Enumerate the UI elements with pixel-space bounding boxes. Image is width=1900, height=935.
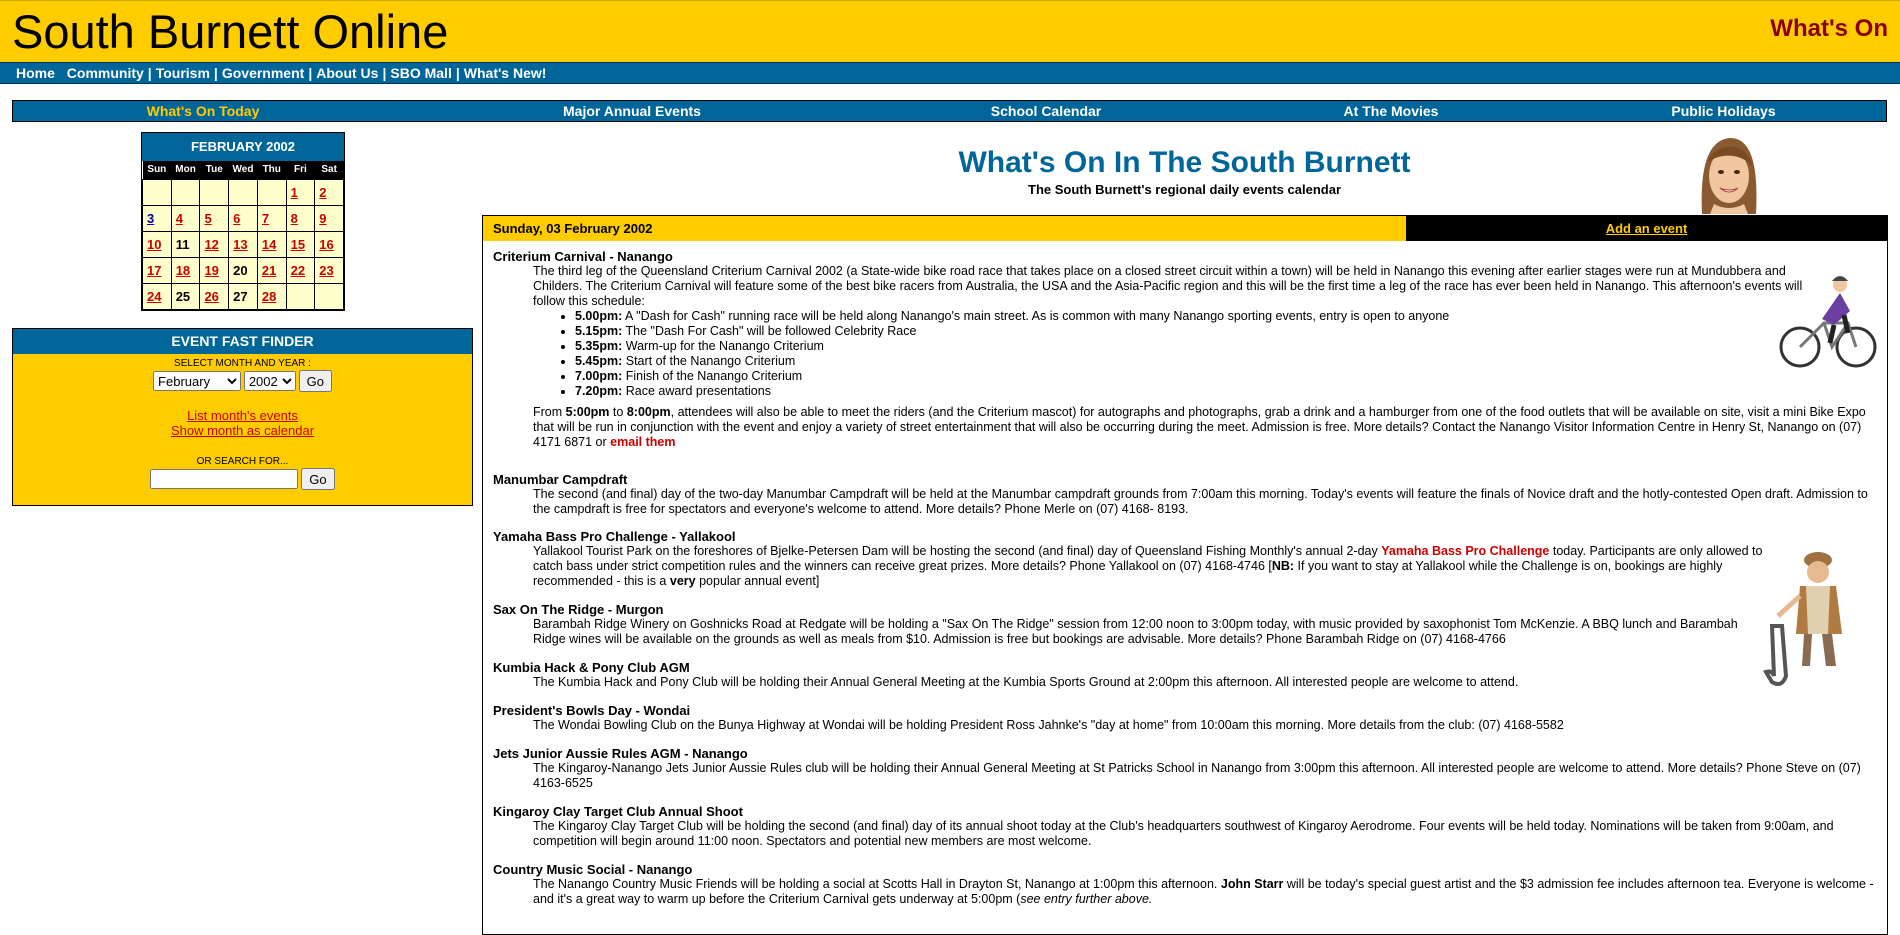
calendar-day-cell	[257, 179, 286, 205]
event-description: The third leg of the Queensland Criterium Carnival 2002 (a State-wide bike road race that takes place on a closed street circuit within a town) will be held in Nanango this evening after earlier stages were run at Mundubbera and Childers. The Criterium Carnival will feature some of the best bike racers from Australia, the USA and the Asia-Pacific region and this will be the first time a leg of the race has ever been held in Nanango. This afternoon's events will follow this schedule:	[533, 264, 1803, 308]
text-fragment: to	[612, 405, 624, 419]
calendar-day-link[interactable]: 23	[319, 262, 334, 278]
event-title: Country Music Social - Nanango	[493, 862, 693, 877]
calendar-day-link[interactable]: 13	[233, 236, 248, 252]
schedule-time: 7.20pm:	[575, 384, 623, 398]
nav-separator: |	[382, 65, 387, 81]
see-above-note: see entry further above.	[1020, 892, 1153, 906]
calendar-day-link[interactable]: 17	[147, 262, 162, 278]
event-title: President's Bowls Day - Wondai	[493, 703, 691, 718]
calendar-day-cell	[171, 231, 200, 257]
calendar-day-cell	[229, 205, 258, 231]
nav-about-us[interactable]: About Us	[316, 65, 379, 81]
event-description: Barambah Ridge Winery on Goshnicks Road at Redgate will be holding a "Sax On The Ridge" session from 12:00 noon to 3:00pm today, with music provided by saxophonist Tom McKenzie. A BBQ lunch and Barambah Ridge wines will be available on the grounds as well as meals from $10. Admission is free but bookings are advisable. More details? Phone Barambah Ridge on (07) 4168-4766	[533, 617, 1738, 646]
section-title: What's On	[1770, 15, 1888, 42]
calendar-day-cell	[143, 205, 172, 231]
calendar-day-link[interactable]: 5	[204, 210, 212, 226]
calendar-day-cell	[257, 205, 286, 231]
events-listing	[482, 215, 1888, 935]
event-title: Yamaha Bass Pro Challenge - Yallakool	[493, 529, 736, 544]
calendar-day-link[interactable]: 18	[175, 262, 191, 278]
calendar-day-link[interactable]: 9	[319, 210, 327, 226]
search-label: OR SEARCH FOR...	[196, 456, 289, 467]
schedule-text: A "Dash for Cash" running race will be held along Nanango's main street. As is common with many Nanango sporting events, entry is open to anyone	[625, 309, 1450, 323]
event-description: The Kumbia Hack and Pony Club will be holding their Annual General Meeting at the Kumbia Sports Ground at 2:00pm this afternoon. All interested people are welcome to attend.	[533, 675, 1519, 689]
calendar-day-cell	[200, 257, 229, 283]
calendar-day-cell	[200, 205, 229, 231]
event-search-input[interactable]	[150, 469, 298, 489]
event-clay-target	[493, 804, 1878, 849]
calendar-day-cell	[315, 231, 344, 257]
tab-school-calendar[interactable]: School Calendar	[990, 103, 1102, 119]
calendar-day-link[interactable]: 14	[261, 236, 277, 252]
calendar-day-link[interactable]: 28	[261, 288, 277, 304]
event-description	[533, 877, 1878, 907]
calendar-day-cell	[171, 179, 200, 205]
nav-separator: |	[147, 65, 152, 81]
calendar-day-cell	[143, 257, 172, 283]
calendar-title: FEBRUARY 2002	[142, 133, 344, 161]
schedule-item	[575, 354, 1828, 369]
event-manumbar	[493, 472, 1878, 517]
calendar-day-link[interactable]: 1	[290, 184, 298, 200]
nav-community[interactable]: Community	[66, 65, 144, 81]
schedule-text: Start of the Nanango Criterium	[625, 354, 796, 368]
month-select[interactable]	[153, 371, 241, 391]
calendar-day-cell	[171, 283, 200, 309]
calendar-day: 11	[175, 236, 190, 252]
tab-at-the-movies[interactable]: At The Movies	[1343, 103, 1439, 119]
schedule-item	[575, 324, 1828, 339]
text-fragment: If you want to stay at Yallakool while the Challenge is on, bookings are highly recommended - this is a	[533, 559, 1723, 588]
nav-home[interactable]: Home	[16, 65, 55, 81]
event-kumbia	[493, 660, 1878, 690]
event-title: Kumbia Hack & Pony Club AGM	[493, 660, 690, 675]
calendar-day-link[interactable]: 15	[290, 236, 306, 252]
nav-sbo-mall[interactable]: SBO Mall	[390, 65, 452, 81]
calendar-day-link[interactable]: 21	[261, 262, 277, 278]
schedule-item	[575, 339, 1828, 354]
event-title: Criterium Carnival - Nanango	[493, 249, 673, 264]
schedule-time: 5.35pm:	[575, 339, 623, 353]
page-title: What's On In The South Burnett	[958, 146, 1411, 179]
schedule-list	[533, 309, 1828, 399]
text-fragment: popular annual event]	[699, 574, 820, 588]
calendar-day-cell	[143, 283, 172, 309]
weekday-header: Tue	[200, 161, 229, 179]
calendar-day: 20	[233, 262, 248, 278]
calendar-day-cell	[171, 205, 200, 231]
calendar-day-link[interactable]: 7	[261, 210, 270, 226]
event-fast-finder	[12, 328, 473, 506]
nav-separator: |	[308, 65, 313, 81]
calendar-day-cell	[257, 257, 286, 283]
weekday-header: Sat	[315, 161, 344, 179]
calendar-day-cell	[171, 257, 200, 283]
main-heading	[482, 146, 1887, 198]
calendar-day-cell	[315, 205, 344, 231]
schedule-text: Race award presentations	[625, 384, 771, 398]
month-calendar	[141, 132, 345, 311]
schedule-time: 5.15pm:	[575, 324, 623, 338]
nav-separator: |	[455, 65, 460, 81]
time-label: 8:00pm	[626, 405, 671, 419]
nav-government[interactable]: Government	[221, 65, 305, 81]
event-sax	[493, 602, 1755, 647]
email-them-link[interactable]: email them	[610, 435, 676, 449]
event-title: Sax On The Ridge - Murgon	[493, 602, 664, 617]
calendar-day-cell	[200, 231, 229, 257]
calendar-day-cell	[257, 231, 286, 257]
event-title: Kingaroy Clay Target Club Annual Shoot	[493, 804, 743, 819]
whats-on-subnav	[12, 100, 1887, 122]
schedule-time: 5.00pm:	[575, 309, 623, 323]
calendar-day-cell	[143, 179, 172, 205]
calendar-day-cell	[286, 283, 315, 309]
calendar-day-cell	[286, 205, 315, 231]
calendar-day-cell	[315, 257, 344, 283]
weekday-header: Sun	[143, 161, 172, 179]
weekday-header: Mon	[171, 161, 200, 179]
event-description	[533, 405, 1878, 450]
tab-major-annual-events[interactable]: Major Annual Events	[563, 103, 701, 119]
tab-whats-on-today[interactable]: What's On Today	[146, 103, 260, 119]
page-subtitle: The South Burnett's regional daily events calendar	[1028, 182, 1341, 197]
schedule-time: 7.00pm:	[575, 369, 623, 383]
schedule-time: 5.45pm:	[575, 354, 623, 368]
calendar-grid	[142, 161, 344, 310]
calendar-day-cell	[286, 257, 315, 283]
emphasis: very	[669, 574, 696, 588]
text-fragment: Yallakool Tourist Park on the foreshores of Bjelke-Petersen Dam will be hosting the second (and final) day of Queensland Fishing Monthly's annual 2-day	[533, 544, 1378, 558]
event-title: Manumbar Campdraft	[493, 472, 628, 487]
event-criterium	[493, 249, 1878, 450]
text-fragment: , attendees will also be able to meet the riders (and the Criterium mascot) for autographs and photographs, grab a drink and a hamburger from one of the food outlets that will be available on site, visit a mini Bike Expo that will be run in conjunction with the event and enjoy a variety of street entertainment that will also be occurring during the meet. Admission is free. More details? Contact the Nanango Visitor Information Centre in Henry St, Nanango on (07) 4171 6871 or	[533, 405, 1866, 449]
calendar-day-cell	[229, 231, 258, 257]
text-fragment: today. Participants are only allowed to catch bass under strict competition rules and the winners can receive great prizes. More details? Phone Yallakool on (07) 4168-4746 [	[533, 544, 1763, 573]
schedule-text: Warm-up for the Nanango Criterium	[625, 339, 824, 353]
calendar-day: 27	[233, 288, 248, 304]
site-header	[0, 0, 1900, 62]
calendar-day-link[interactable]: 26	[204, 288, 219, 304]
year-select[interactable]	[244, 371, 296, 391]
month-go-button[interactable]: Go	[299, 370, 332, 392]
calendar-day-cell	[200, 179, 229, 205]
select-label: SELECT MONTH AND YEAR :	[174, 358, 311, 369]
calendar-day-link[interactable]: 19	[204, 262, 219, 278]
nav-whats-new[interactable]: What's New!	[463, 65, 547, 81]
calendar-day-link[interactable]: 3	[147, 210, 155, 226]
schedule-item	[575, 369, 1828, 384]
nav-separator	[55, 65, 67, 81]
weekday-header: Wed	[229, 161, 258, 179]
finder-title: EVENT FAST FINDER	[13, 329, 472, 354]
site-title[interactable]: South Burnett Online	[12, 5, 449, 58]
schedule-text: Finish of the Nanango Criterium	[625, 369, 803, 383]
calendar-day-cell	[229, 179, 258, 205]
calendar-day-cell	[143, 231, 172, 257]
list-month-events-link[interactable]: List month's events	[187, 408, 298, 423]
calendar-day-cell	[315, 283, 344, 309]
woman-face-photo	[1692, 132, 1764, 214]
schedule-text: The "Dash For Cash" will be followed Celebrity Race	[625, 324, 917, 338]
calendar-day-link[interactable]: 22	[290, 262, 306, 278]
calendar-day-cell	[200, 283, 229, 309]
date-bar	[483, 216, 1887, 241]
calendar-day-cell	[257, 283, 286, 309]
weekday-header: Thu	[257, 161, 286, 179]
calendar-day-link[interactable]: 6	[233, 210, 241, 226]
text-fragment: will be today's special guest artist and the $3 admission fee includes afternoon tea. Everyone is welcome - and it's a great way to warm up before the Criterium Carnival gets underway at 5:00pm (	[533, 877, 1874, 906]
event-title: Jets Junior Aussie Rules AGM - Nanango	[493, 746, 748, 761]
calendar-day-link[interactable]: 24	[147, 288, 162, 304]
nav-separator: |	[213, 65, 218, 81]
calendar-day-cell	[286, 179, 315, 205]
add-event-link[interactable]: Add an event	[1406, 216, 1887, 241]
yamaha-bass-pro-link[interactable]: Yamaha Bass Pro Challenge	[1381, 544, 1550, 558]
calendar-day-link[interactable]: 16	[319, 236, 334, 252]
calendar-day: 25	[175, 288, 191, 304]
event-yamaha	[493, 529, 1793, 589]
show-month-calendar-link[interactable]: Show month as calendar	[170, 423, 315, 438]
top-navigation	[0, 62, 1900, 84]
weekday-header: Fri	[286, 161, 315, 179]
search-go-button[interactable]: Go	[301, 468, 334, 490]
nb-label: NB:	[1271, 559, 1295, 573]
calendar-day-cell	[286, 231, 315, 257]
calendar-day-link[interactable]: 10	[147, 236, 162, 252]
event-bowls	[493, 703, 1878, 733]
calendar-day-link[interactable]: 2	[319, 184, 327, 200]
text-fragment: The Nanango Country Music Friends will be holding a social at Scotts Hall in Drayton St, Nanango at 1:00pm this afternoon.	[533, 877, 1218, 891]
tab-public-holidays[interactable]: Public Holidays	[1671, 103, 1776, 119]
nav-tourism[interactable]: Tourism	[155, 65, 210, 81]
calendar-day-cell	[229, 283, 258, 309]
calendar-day-link[interactable]: 12	[204, 236, 219, 252]
artist-name: John Starr	[1220, 877, 1284, 891]
calendar-day-cell	[315, 179, 344, 205]
text-fragment: From	[533, 405, 563, 419]
calendar-day-link[interactable]: 8	[290, 210, 298, 226]
event-description	[533, 544, 1793, 589]
event-description: The Kingaroy Clay Target Club will be holding the second (and final) day of its annual shoot today at the Club's headquarters southwest of Kingaroy Aerodrome. Four events will be held today. Nominations will be taken from 9:00am, and competition will begin around 11:00 noon. Spectators and potential new members are most welcome.	[533, 819, 1834, 848]
calendar-day-link[interactable]: 4	[175, 210, 183, 226]
event-jets	[493, 746, 1878, 791]
event-description: The Kingaroy-Nanango Jets Junior Aussie Rules club will be holding their Annual General Meeting at St Patricks School in Nanango from 3:00pm this afternoon. All interested people are welcome to attend. More details? Phone Steve on (07) 4163-6525	[533, 761, 1861, 790]
schedule-item	[575, 384, 1828, 399]
calendar-day-cell	[229, 257, 258, 283]
event-country-music	[493, 862, 1878, 907]
current-date: Sunday, 03 February 2002	[483, 216, 1406, 241]
event-description: The second (and final) day of the two-day Manumbar Campdraft will be held at the Manumbar campdraft grounds from 7:00am this morning. Today's events will feature the finals of Novice draft and the hotly-contested Open draft. Admission to the campdraft is free for spectators and everyone's welcome to attend. More details? Phone Merle on (07) 4168- 8193.	[533, 487, 1868, 516]
time-label: 5:00pm	[565, 405, 610, 419]
event-description: The Wondai Bowling Club on the Bunya Highway at Wondai will be holding President Ross Jahnke's "day at home" from 10:00am this morning. More details from the club: (07) 4168-5582	[533, 718, 1564, 732]
schedule-item	[575, 309, 1828, 324]
